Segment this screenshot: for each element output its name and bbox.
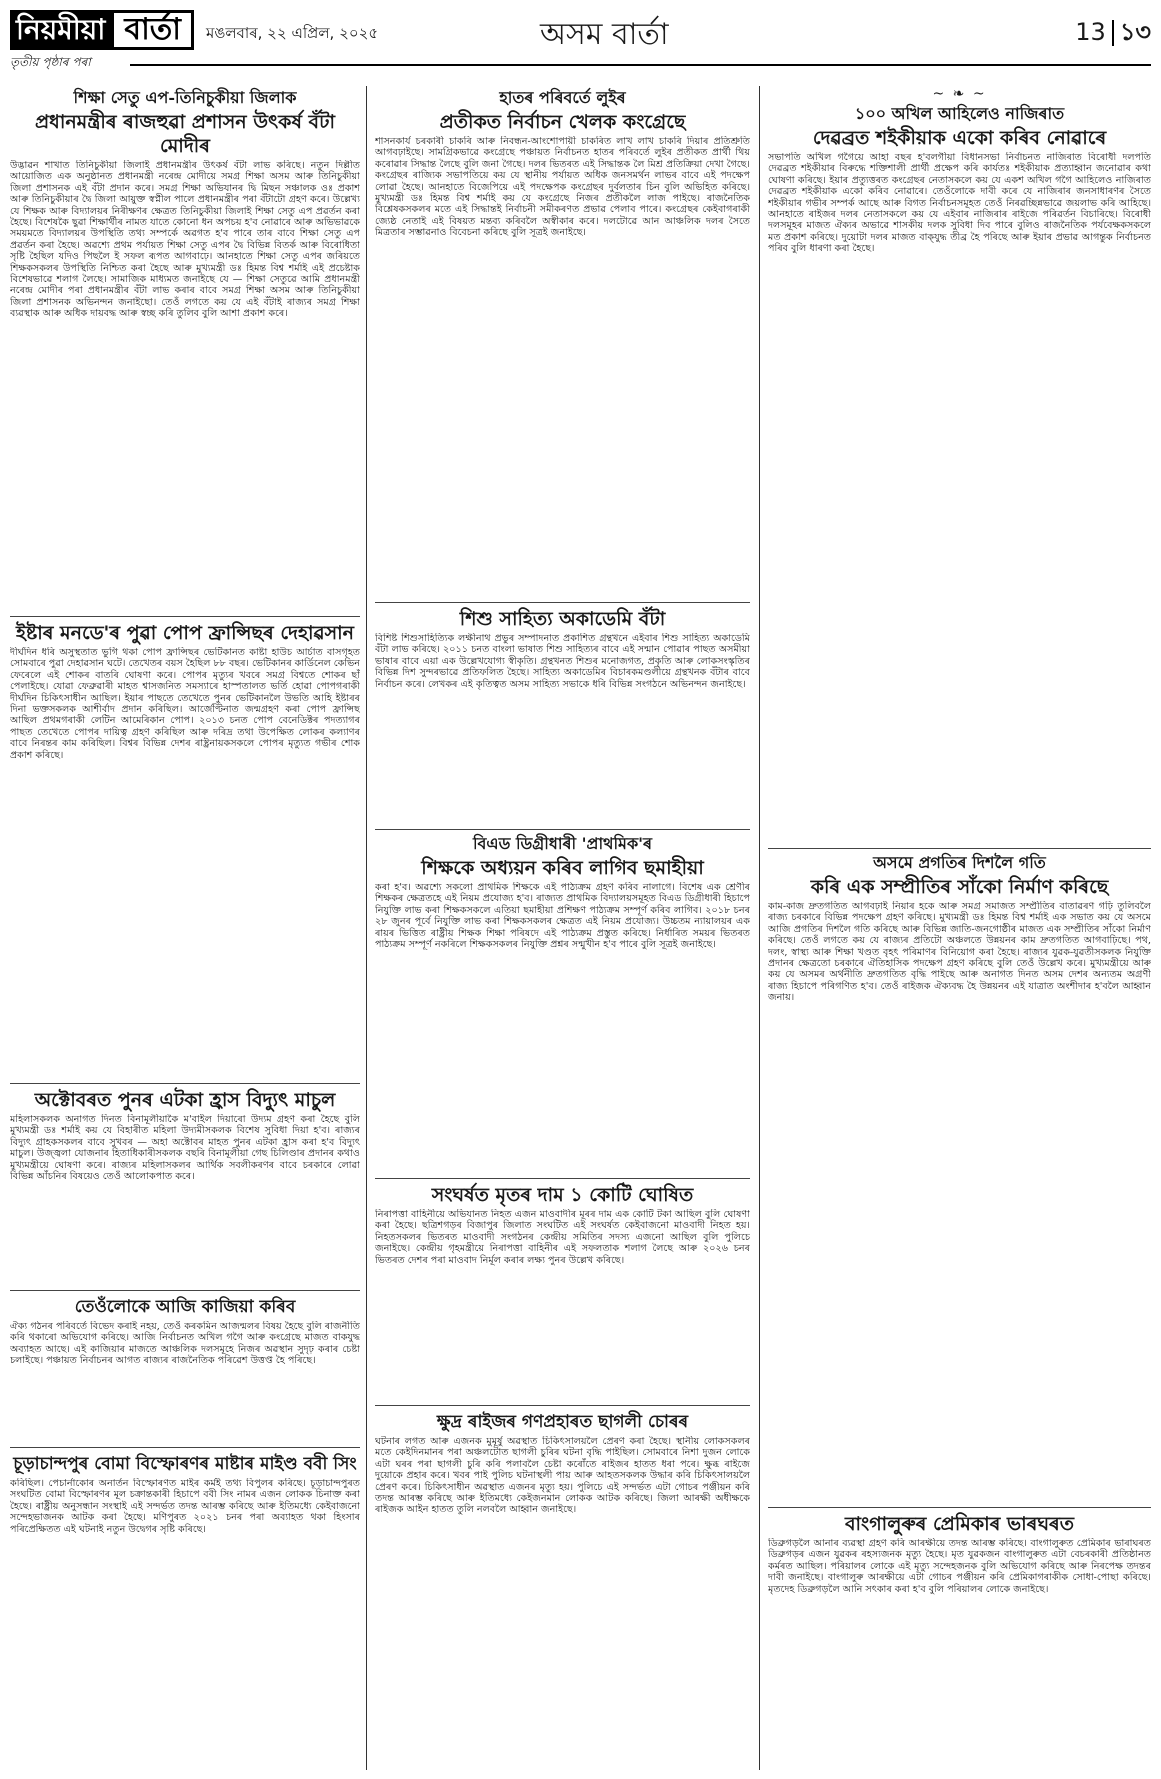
continuation-label: তৃতীয় পৃষ্ঠাৰ পৰা (10, 55, 91, 69)
section-title: অসম বাৰ্তা (540, 17, 669, 52)
article-kicker: অসমে প্ৰগতিৰ দিশলৈ গতি (873, 853, 1046, 872)
article-body: কৰা হ'ব। অৱশ্যে সকলো প্ৰাথমিক শিক্ষকে এই পাঠ্যক্ৰম গ্ৰহণ কৰিব নালাগে। বিশেষ এক শ্ৰেণীৰ শিক্ষকৰ ক্ষেত্ৰতহে এই নিয়ম প্ৰযোজ্য হ'ব। ৰাজ্যত প্ৰাথমিক বিদ্যালয়সমূহত বিএড ডিগ্ৰীধাৰী হিচাপে নিযুক্তি লাভ কৰা শিক্ষকসকলে এতিয়া ছমাহীয়া প্ৰশিক্ষণ পাঠ্যক্ৰম সম্পূৰ্ণ কৰিব লাগিব। ২০১৮ চনৰ ২৮ জুনৰ পূৰ্বে নিযুক্তি লাভ কৰা শিক্ষকসকলৰ ক্ষেত্ৰত এই নিয়ম প্ৰযোজ্য। উচ্চতম ন্যায়ালয়ৰ এক ৰায়ৰ ভিত্তিত ৰাষ্ট্ৰীয় শিক্ষক শিক্ষা পৰিষদে এই পাঠ্যক্ৰম প্ৰস্তুত কৰিছে। নিৰ্ধাৰিত সময়ৰ ভিতৰত পাঠ্যক্ৰম সম্পূৰ্ণ নকৰিলে শিক্ষকসকলৰ নিযুক্তি প্ৰশ্নৰ সন্মুখীন হ'ব পাৰে বুলি সূত্ৰই জনাইছে। (375, 882, 750, 951)
article-divider (375, 1178, 750, 1179)
article-divider (375, 829, 750, 830)
article-body: সভাপতি অখিল গগৈয়ে আহা বছৰ হ'বলগীয়া বিধানসভা নিৰ্বাচনত নাজিৰাত বিৰোধী দলপতি দেৱব্ৰত শইকীয়াৰ বিৰুদ্ধে শক্তিশালী প্ৰাৰ্থী প্ৰক্ষেপ কৰি কাৰ্যতঃ শইকীয়াক প্ৰত্যাহ্বান জনোৱাৰ কথা ঘোষণা কৰিছে। ইয়াৰ প্ৰত্যুত্তৰত কংগ্ৰেছৰ নেতাসকলে কয় যে একশ অখিল গগৈ আহিলেও নাজিৰাত দেৱব্ৰত শইকীয়াক একো কৰিব নোৱাৰে। তেওঁলোকে দাবী কৰে যে নাজিৰাৰ জনসাধাৰণৰ সৈতে শইকীয়াৰ গভীৰ সম্পৰ্ক আছে আৰু বিগত নিৰ্বাচনসমূহত তেওঁ নিৰৱচ্ছিন্নভাৱে জয়লাভ কৰি আহিছে। আনহাতে ৰাইজৰ দলৰ নেতাসকলে কয় যে এইবাৰ নাজিৰাৰ ৰাইজে পৰিৱৰ্তন বিচাৰিছে। বিৰোধী দলসমূহৰ মাজত ঐক্যৰ অভাৱে শাসকীয় দলক সুবিধা দিব পাৰে বুলিও ৰাজনৈতিক পৰ্যবেক্ষকসকলে মত প্ৰকাশ কৰিছে। দুয়োটা দলৰ মাজত বাক্‌যুদ্ধ তীব্ৰ হৈ পৰিছে আৰু ইয়াৰ প্ৰভাৱ আগন্তুক নিৰ্বাচনত পৰিব বুলি ধাৰণা কৰা হৈছে। (768, 152, 1151, 255)
article-headline[interactable]: প্ৰধানমন্ত্ৰীৰ ৰাজহুৱা প্ৰশাসন উৎকৰ্ষ বঁটা মোদীৰ (35, 111, 335, 157)
article-divider (375, 1405, 750, 1406)
logo-left: নিয়মীয়া (10, 10, 111, 50)
article-body: নিৰাপত্তা বাহিনীয়ে অভিযানত নিহত এজন মাওবাদীৰ মূৰৰ দাম এক কোটি টকা আছিল বুলি ঘোষণা কৰা হৈছে। ছত্ৰিশগড়ৰ বিজাপুৰ জিলাত সংঘটিত এই সংঘৰ্ষত কেইবাজনো মাওবাদী নিহত হয়। নিহতসকলৰ ভিতৰত মাওবাদী সংগঠনৰ কেন্দ্ৰীয় সমিতিৰ সদস্য এজনো আছিল বুলি পুলিচে জনাইছে। কেন্দ্ৰীয় গৃহমন্ত্ৰীয়ে নিৰাপত্তা বাহিনীৰ এই সফলতাক শলাগ লৈছে আৰু ২০২৬ চনৰ ভিতৰত দেশৰ পৰা মাওবাদ নিৰ্মূল কৰাৰ লক্ষ্য পুনৰ উল্লেখ কৰিছে। (375, 1209, 750, 1266)
article-body: ডিব্ৰুগড়লৈ আনাৰ ব্যৱস্থা গ্ৰহণ কৰি আৰক্ষীয়ে তদন্ত আৰম্ভ কৰিছে। বাংগালুৰুত প্ৰেমিকাৰ ভাৰাঘৰত ডিব্ৰুগড়ৰ এজন যুৱকৰ ৰহস্যজনক মৃত্যু হৈছে। মৃত যুৱকজন বাংগালুৰুত এটা বেচৰকাৰী প্ৰতিষ্ঠানত কৰ্মৰত আছিল। পৰিয়ালৰ লোকে এই মৃত্যু সন্দেহজনক বুলি অভিযোগ কৰিছে আৰু নিৰপেক্ষ তদন্তৰ দাবী জনাইছে। বাংগালুৰু আৰক্ষীয়ে এটা গোচৰ পঞ্জীয়ন কৰি প্ৰেমিকাগৰাকীক সোধা-পোছা কৰিছে। মৃতদেহ ডিব্ৰুগড়লৈ আনি সৎকাৰ কৰা হ'ব বুলি পৰিয়ালৰ লোকে জনাইছে। (768, 1538, 1151, 1595)
page-number-local: ১৩ (1119, 18, 1151, 46)
article-body: কাম-কাজ দ্ৰুতগতিত আগবঢ়াই নিয়াৰ হকে আৰু সমগ্ৰ সমাজত সম্প্ৰীতিৰ বাতাৱৰণ গঢ়ি তুলিবলৈ ৰাজ্য চৰকাৰে বিভিন্ন পদক্ষেপ গ্ৰহণ কৰিছে। মুখ্যমন্ত্ৰী ডঃ হিমন্ত বিশ্ব শৰ্মাই এক সভাত কয় যে অসমে আজি প্ৰগতিৰ দিশলৈ গতি কৰিছে আৰু বিভিন্ন জাতি-জনগোষ্ঠীৰ মাজত এক সম্প্ৰীতিৰ সাঁকো নিৰ্মাণ কৰিছে। তেওঁ লগতে কয় যে ৰাজ্যৰ প্ৰতিটো অঞ্চলতে উন্নয়নৰ কাম দ্ৰুতগতিত আগবাঢ়িছে। পথ, দলং, স্বাস্থ্য আৰু শিক্ষা খণ্ডত বৃহৎ পৰিমাণৰ বিনিয়োগ কৰা হৈছে। ৰাজ্যৰ যুৱক-যুৱতীসকলক নিযুক্তি প্ৰদানৰ ক্ষেত্ৰতো চৰকাৰে ঐতিহাসিক পদক্ষেপ গ্ৰহণ কৰিছে বুলি তেওঁ উল্লেখ কৰে। মুখ্যমন্ত্ৰীয়ে আৰু কয় যে অসমৰ অৰ্থনীতি দ্ৰুতগতিত বৃদ্ধি পাইছে আৰু অনাগত দিনত অসম দেশৰ অন্যতম অগ্ৰণী ৰাজ্য হিচাপে পৰিগণিত হ'ব। তেওঁ ৰাইজক ঐক্যবদ্ধ হৈ উন্নয়নৰ এই যাত্ৰাত অংশীদাৰ হ'বলৈ আহ্বান জনায়। (768, 901, 1151, 1004)
article-kicker: হাতৰ পৰিবৰ্তে লুইৰ (499, 88, 626, 107)
article-body: ঐক্য গঠনৰ পৰিবৰ্তে বিভেদ কৰাই নহয়, তেওঁ কৰকমিন আজন্মলৰ বিষয় হৈছে বুলি ৰাজনীতি কৰি থকাৰো অভিযোগ কৰিছে। আজি নিৰ্বাচনত অখিল গগৈ আৰু কংগ্ৰেছে মাজত বাকযুদ্ধ অব্যাহত আছে। এই কাজিয়াৰ মাজতে আঞ্চলিক দলসমূহে নিজৰ অৱস্থান সুদৃঢ় কৰাৰ চেষ্টা চলাইছে। পঞ্চায়ত নিৰ্বাচনৰ আগত ৰাজ্যৰ ৰাজনৈতিক পৰিৱেশ উত্তপ্ত হৈ পৰিছে। (10, 1321, 360, 1367)
article-divider (768, 1507, 1151, 1508)
article-divider (768, 848, 1151, 849)
article-headline[interactable]: চূড়াচান্দপুৰ বোমা বিস্ফোৰণৰ মাষ্টাৰ মাইণ্ড ববী সিং (13, 1454, 357, 1474)
masthead (10, 8, 1151, 69)
article-kicker: ১০০ অখিল আহিলেও নাজিৰাত (854, 104, 1065, 123)
article-headline[interactable]: সংঘৰ্ষত মৃতৰ দাম ১ কোটি ঘোষিত (431, 1184, 694, 1206)
article-headline[interactable]: ক্ষুদ্ৰ ৰাইজৰ গণপ্ৰহাৰত ছাগলী চোৰৰ (436, 1412, 689, 1432)
article-headline[interactable]: প্ৰতীকত নিৰ্বাচন খেলক কংগ্ৰেছে (439, 111, 686, 133)
article-body: উদ্ভাৱন শাখাত তিনিচুকীয়া জিলাই প্ৰধানমন্ত্ৰীৰ উৎকৰ্ষ বঁটা লাভ কৰিছে। নতুন দিল্লীত আয়োজিত এক অনুষ্ঠানত প্ৰধানমন্ত্ৰী নৰেন্দ্ৰ মোদীয়ে সমগ্ৰ শিক্ষা অসম আৰু তিনিচুকীয়া জিলা প্ৰশাসনক এই বঁটা প্ৰদান কৰে। সমগ্ৰ শিক্ষা অভিযানৰ দ্বি মিছন সঞ্চালক ওঃ প্ৰকাশ আৰু তিনিচুকীয়াৰ দ্বৈ জিলা আয়ুক্ত স্বপ্নীল পালে প্ৰধানমন্ত্ৰীৰ পৰা বঁটাটো গ্ৰহণ কৰে। উল্লেখ্য যে শিক্ষক আৰু বিদ্যালয়ৰ নিৰীক্ষণৰ ক্ষেত্ৰত তিনিচুকীয়া জিলাই শিক্ষা সেতু এপ প্ৰৱৰ্তন কৰা হৈছে। বিশেষকৈ ছুৱা শিক্ষাৰ্থীৰ নামত যাতে কোনো ধন অপচয় হ'ব নোৱাৰে আৰু অভিভাৱকে সময়মতে বিদ্যালয়ৰ উপস্থিতি তথ্য সম্পৰ্কে অৱগত হ'ব পাৰে তাৰ বাবে শিক্ষা সেতু এপ প্ৰৱৰ্তন কৰা হৈছে। অৱশ্যে প্ৰথম পৰ্যায়ত শিক্ষা সেতু এপৰ দ্বৈ বিভিন্ন বিতৰ্ক আৰু বিৰোধিতা সৃষ্টি হৈছিল যদিও পিছলৈ ই সফল ৰূপত আগবাঢ়ে। আনহাতে শিক্ষা সেতু এপৰ জৰিয়তে শিক্ষকসকলৰ উপস্থিতি নিশ্চিত কৰা হৈছে আৰু মুখ্যমন্ত্ৰী ডঃ হিমন্ত বিশ্ব শৰ্মাই এই প্ৰচেষ্টাক বিশেষভাৱে শলাগ লৈছে। সামাজিক মাধ্যমত জনাইছে যে — শিক্ষা সেতুৱে আমি প্ৰধানমন্ত্ৰী নৰেন্দ্ৰ মোদীৰ পৰা প্ৰধানমন্ত্ৰীৰ বঁটা লাভ কৰাৰ বাবে সমগ্ৰ শিক্ষা অসম আৰু তিনিচুকীয়া জিলা প্ৰশাসনক অভিনন্দন জনাইছো। তেওঁ লগতে কয় যে এই বঁটাই ৰাজ্যৰ সমগ্ৰ শিক্ষা ব্যৱস্থাক আৰু অধিক দায়বদ্ধ আৰু স্বচ্ছ কৰি তুলিব বুলি আশা প্ৰকাশ কৰে। (10, 160, 360, 320)
logo-right: বাৰ্তা (111, 10, 194, 50)
article-body: মহিলাসকলক অনাগত দিনত বিনামূলীয়াকৈ ম'বাইল দিয়াৰো উদ্যম গ্ৰহণ কৰা হৈছে বুলি মুখ্যমন্ত্ৰী ডঃ শৰ্মাই কয় যে বিহাৰীত মহিলা উদ্যমীসকলক বিশেষ সুবিধা দিয়া হ'ব। ৰাজ্যৰ বিদ্যুৎ গ্ৰাহকসকলৰ বাবে সুখবৰ — অহা অক্টোবৰ মাহত পুনৰ এটকা হ্ৰাস কৰা হ'ব বিদ্যুৎ মাচুল। উজ্জ্বলা যোজনাৰ হিতাধিকাৰীসকলক বছৰি বিনামূলীয়া গেছ চিলিণ্ডাৰ প্ৰদানৰ কথাও মুখ্যমন্ত্ৰীয়ে ঘোষণা কৰে। ৰাজ্যৰ মহিলাসকলৰ আৰ্থিক সবলীকৰণৰ বাবে চৰকাৰে লোৱা বিভিন্ন আঁচনিৰ বিষয়েও তেওঁ আলোকপাত কৰে। (10, 1114, 360, 1183)
article-headline[interactable]: তেওঁলোকে আজি কাজিয়া কৰিব (74, 1297, 296, 1317)
column-right (768, 86, 1151, 1658)
ornament-divider: ~ ❧ ~ (932, 86, 987, 102)
article-headline[interactable]: কৰি এক সম্প্ৰীতিৰ সাঁকো নিৰ্মাণ কৰিছে (810, 876, 1109, 898)
article-divider (10, 616, 360, 617)
article-divider (10, 1083, 360, 1084)
page-number (1075, 14, 1151, 54)
newspaper-logo[interactable] (10, 10, 194, 50)
article-body: শাসনকাৰ্য চৰকাৰী চাকৰি আৰু নিবন্ধন-আংশোপায়ী চাকৰিত লাখ লাখ চাকৰি দিয়াৰ প্ৰতিশ্ৰুতি আগবঢ়াইছে। সামগ্ৰিকভাৱে কংগ্ৰেছে পঞ্চায়ত নিৰ্বাচনত হাতৰ পৰিবৰ্তে লুইৰ প্ৰতীকত প্ৰাৰ্থী থিয় কৰোৱাৰ সিদ্ধান্ত লৈছে বুলি জনা গৈছে। দলৰ ভিতৰত এই সিদ্ধান্তক লৈ মিশ্ৰ প্ৰতিক্ৰিয়া দেখা গৈছে। কংগ্ৰেছৰ ৰাজ্যিক সভাপতিয়ে কয় যে স্থানীয় পৰ্যায়ত অধিক জনসমৰ্থন লাভৰ বাবে এই পদক্ষেপ লোৱা হৈছে। আনহাতে বিজেপিয়ে এই পদক্ষেপক কংগ্ৰেছৰ দুৰ্বলতাৰ চিন বুলি অভিহিত কৰিছে। মুখ্যমন্ত্ৰী ডঃ হিমন্ত বিশ্ব শৰ্মাই কয় যে কংগ্ৰেছে নিজৰ প্ৰতীকলৈ লাজ পাইছে। ৰাজনৈতিক বিশ্লেষকসকলৰ মতে এই সিদ্ধান্তই নিৰ্বাচনী সমীকৰণত প্ৰভাৱ পেলাব পাৰে। কংগ্ৰেছৰ কেইবাগৰাকী জ্যেষ্ঠ নেতাই এই বিষয়ত মন্তব্য কৰিবলৈ অস্বীকাৰ কৰে। দলটোৱে আন আঞ্চলিক দলৰ সৈতে মিত্ৰতাৰ সম্ভাৱনাও বিবেচনা কৰিছে বুলি সূত্ৰই জনাইছে। (375, 136, 750, 239)
masthead-divider (130, 64, 1151, 66)
column-left (10, 86, 360, 1648)
article-divider (375, 602, 750, 603)
column-divider (759, 86, 760, 1770)
article-body: বিশিষ্ট শিশুসাহিত্যিক লক্ষীনাথ প্ৰভুৰ সম্পাদনাত প্ৰকাশিত গ্ৰন্থখনে এইবাৰ শিশু সাহিত্য অকাডেমি বঁটা লাভ কৰিছে। ২০১১ চনত বাংলা ভাষাত শিশু সাহিত্যৰ বাবে এই সন্মান পোৱাৰ পাছত অসমীয়া ভাষাৰ বাবে এয়া এক উল্লেখযোগ্য স্বীকৃতি। গ্ৰন্থখনত শিশুৰ মনোজগত, প্ৰকৃতি আৰু লোকসংস্কৃতিৰ বিভিন্ন দিশ সুন্দৰভাৱে প্ৰতিফলিত হৈছে। সাহিত্য অকাডেমিৰ বিচাৰকমণ্ডলীয়ে গ্ৰন্থখনক বঁটাৰ বাবে নিৰ্বাচন কৰে। লেখকৰ এই কৃতিত্বত অসম সাহিত্য সভাকে ধৰি বিভিন্ন সংগঠনে অভিনন্দন জনাইছে। (375, 633, 750, 690)
article-headline[interactable]: অক্টোবৰত পুনৰ এটকা হ্ৰাস বিদ্যুৎ মাচুল (34, 1089, 336, 1111)
article-body: ঘটনাৰ লগত আৰু এজনক মুমূৰ্ষু অৱস্থাত চিকিৎসালয়লৈ প্ৰেৰণ কৰা হৈছে। স্থানীয় লোকসকলৰ মতে কেইদিনমানৰ পৰা অঞ্চলটোত ছাগলী চুৰিৰ ঘটনা বৃদ্ধি পাইছিল। সোমবাৰে নিশা দুজন লোকে এটা ঘৰৰ পৰা ছাগলী চুৰি কৰি পলাবলৈ চেষ্টা কৰোঁতে ৰাইজৰ হাতত ধৰা পৰে। ক্ষুব্ধ ৰাইজে দুয়োকে প্ৰহাৰ কৰে। খবৰ পাই পুলিচ ঘটনাস্থলী পায় আৰু আহতসকলক উদ্ধাৰ কৰি চিকিৎসালয়লৈ প্ৰেৰণ কৰে। চিকিৎসাধীন অৱস্থাত এজনৰ মৃত্যু হয়। পুলিচে এই সন্দৰ্ভত এটা গোচৰ পঞ্জীয়ন কৰি তদন্ত আৰম্ভ কৰিছে আৰু ইতিমধ্যে কেইজনমান লোকক আটক কৰিছে। জিলা আৰক্ষী অধীক্ষকে ৰাইজক আইন হাতত তুলি নলবলৈ আহ্বান জনাইছে। (375, 1436, 750, 1516)
article-kicker: শিক্ষা সেতু এপ-তিনিচুকীয়া জিলাক (73, 88, 297, 107)
article-body: কৰিছিল। পেচাৰ্নাকোৰ অনাৰ্তন বিস্ফোৰণত মাইৰ কৰ্মই তথ্য বিপুলৰ কৰিছে। চূড়াচান্দপুৰত সংঘটিত বোমা বিস্ফোৰণৰ মূল চক্ৰান্তকাৰী হিচাপে ববী সিং নামৰ এজন লোকক চিনাক্ত কৰা হৈছে। ৰাষ্ট্ৰীয় অনুসন্ধান সংস্থাই এই সন্দৰ্ভত তদন্ত আৰম্ভ কৰিছে আৰু ইতিমধ্যে কেইবাজনো সন্দেহভাজনক আটক কৰা হৈছে। মণিপুৰত ২০২১ চনৰ পৰা অব্যাহত থকা হিংসাৰ পৰিপ্ৰেক্ষিতত এই ঘটনাই নতুন উদ্বেগৰ সৃষ্টি কৰিছে। (10, 1478, 360, 1535)
column-middle (375, 86, 750, 1766)
article-body: দীৰ্ঘদিন ধৰি অসুস্থতাত ভুগি থকা পোপ ফ্ৰান্সিছৰ ভেটিকানত কাষ্টা হাউচ আৰ্চাত বাসগৃহত সোমবাৰে পুৱা দেহাৱসান ঘটে। তেখেতৰ বয়স হৈছিল ৮৮ বছৰ। ভেটিকানৰ কাৰ্ডিনেল কেভিন ফেৰেলে এই শোকৰ বাতৰি ঘোষণা কৰে। পোপৰ মৃত্যুৰ খবৰে সমগ্ৰ বিশ্বতে শোকৰ ছাঁ পেলাইছে। যোৱা ফেব্ৰুৱাৰী মাহত শ্বাসজনিত সমস্যাৰে হাস্পতালত ভৰ্তি হোৱা পোপগৰাকী দীৰ্ঘদিন চিকিৎসাধীন আছিল। ইয়াৰ পাছতে তেখেতে পুনৰ ভেটিকানলৈ উভতি আহি ইষ্টাৰৰ দিনা ভক্তসকলক আশীৰ্বাদ প্ৰদান কৰিছিল। আৰ্জেণ্টিনাত জন্মগ্ৰহণ কৰা পোপ ফ্ৰান্সিছ আছিল প্ৰথমগৰাকী লেটিন আমেৰিকান পোপ। ২০১৩ চনত পোপ বেনেডিক্টৰ পদত্যাগৰ পাছত তেখেতে পোপৰ দায়িত্ব গ্ৰহণ কৰিছিল আৰু দৰিদ্ৰ তথা উপেক্ষিত লোকৰ কল্যাণৰ বাবে নিৰন্তৰ কাম কৰিছিল। বিশ্বৰ বিভিন্ন দেশৰ ৰাষ্ট্ৰনায়কসকলে পোপৰ মৃত্যুত গভীৰ শোক প্ৰকাশ কৰিছে। (10, 647, 360, 761)
article-headline[interactable]: দেৱব্ৰত শইকীয়াক একো কৰিব নোৱাৰে (812, 127, 1107, 149)
article-headline[interactable]: বাংগালুৰুৰ প্ৰেমিকাৰ ভাৰঘৰত (844, 1513, 1075, 1535)
article-divider (10, 1447, 360, 1448)
column-divider (366, 86, 367, 1770)
article-headline[interactable]: ইষ্টাৰ মনডে'ৰ পুৱা পোপ ফ্ৰান্সিছৰ দেহাৱসান (15, 622, 355, 644)
article-kicker: বিএড ডিগ্ৰীধাৰী 'প্ৰাথমিক'ৰ (472, 834, 653, 853)
article-divider (10, 1290, 360, 1291)
article-headline[interactable]: শিক্ষকে অধ্যয়ন কৰিব লাগিব ছমাহীয়া (421, 857, 704, 879)
issue-date: মঙলবাৰ, ২২ এপ্ৰিল, ২০২৫ (206, 24, 379, 42)
article-headline[interactable]: শিশু সাহিত্য অকাডেমি বঁটা (459, 608, 666, 630)
page-number-latin: 13 (1075, 18, 1106, 46)
